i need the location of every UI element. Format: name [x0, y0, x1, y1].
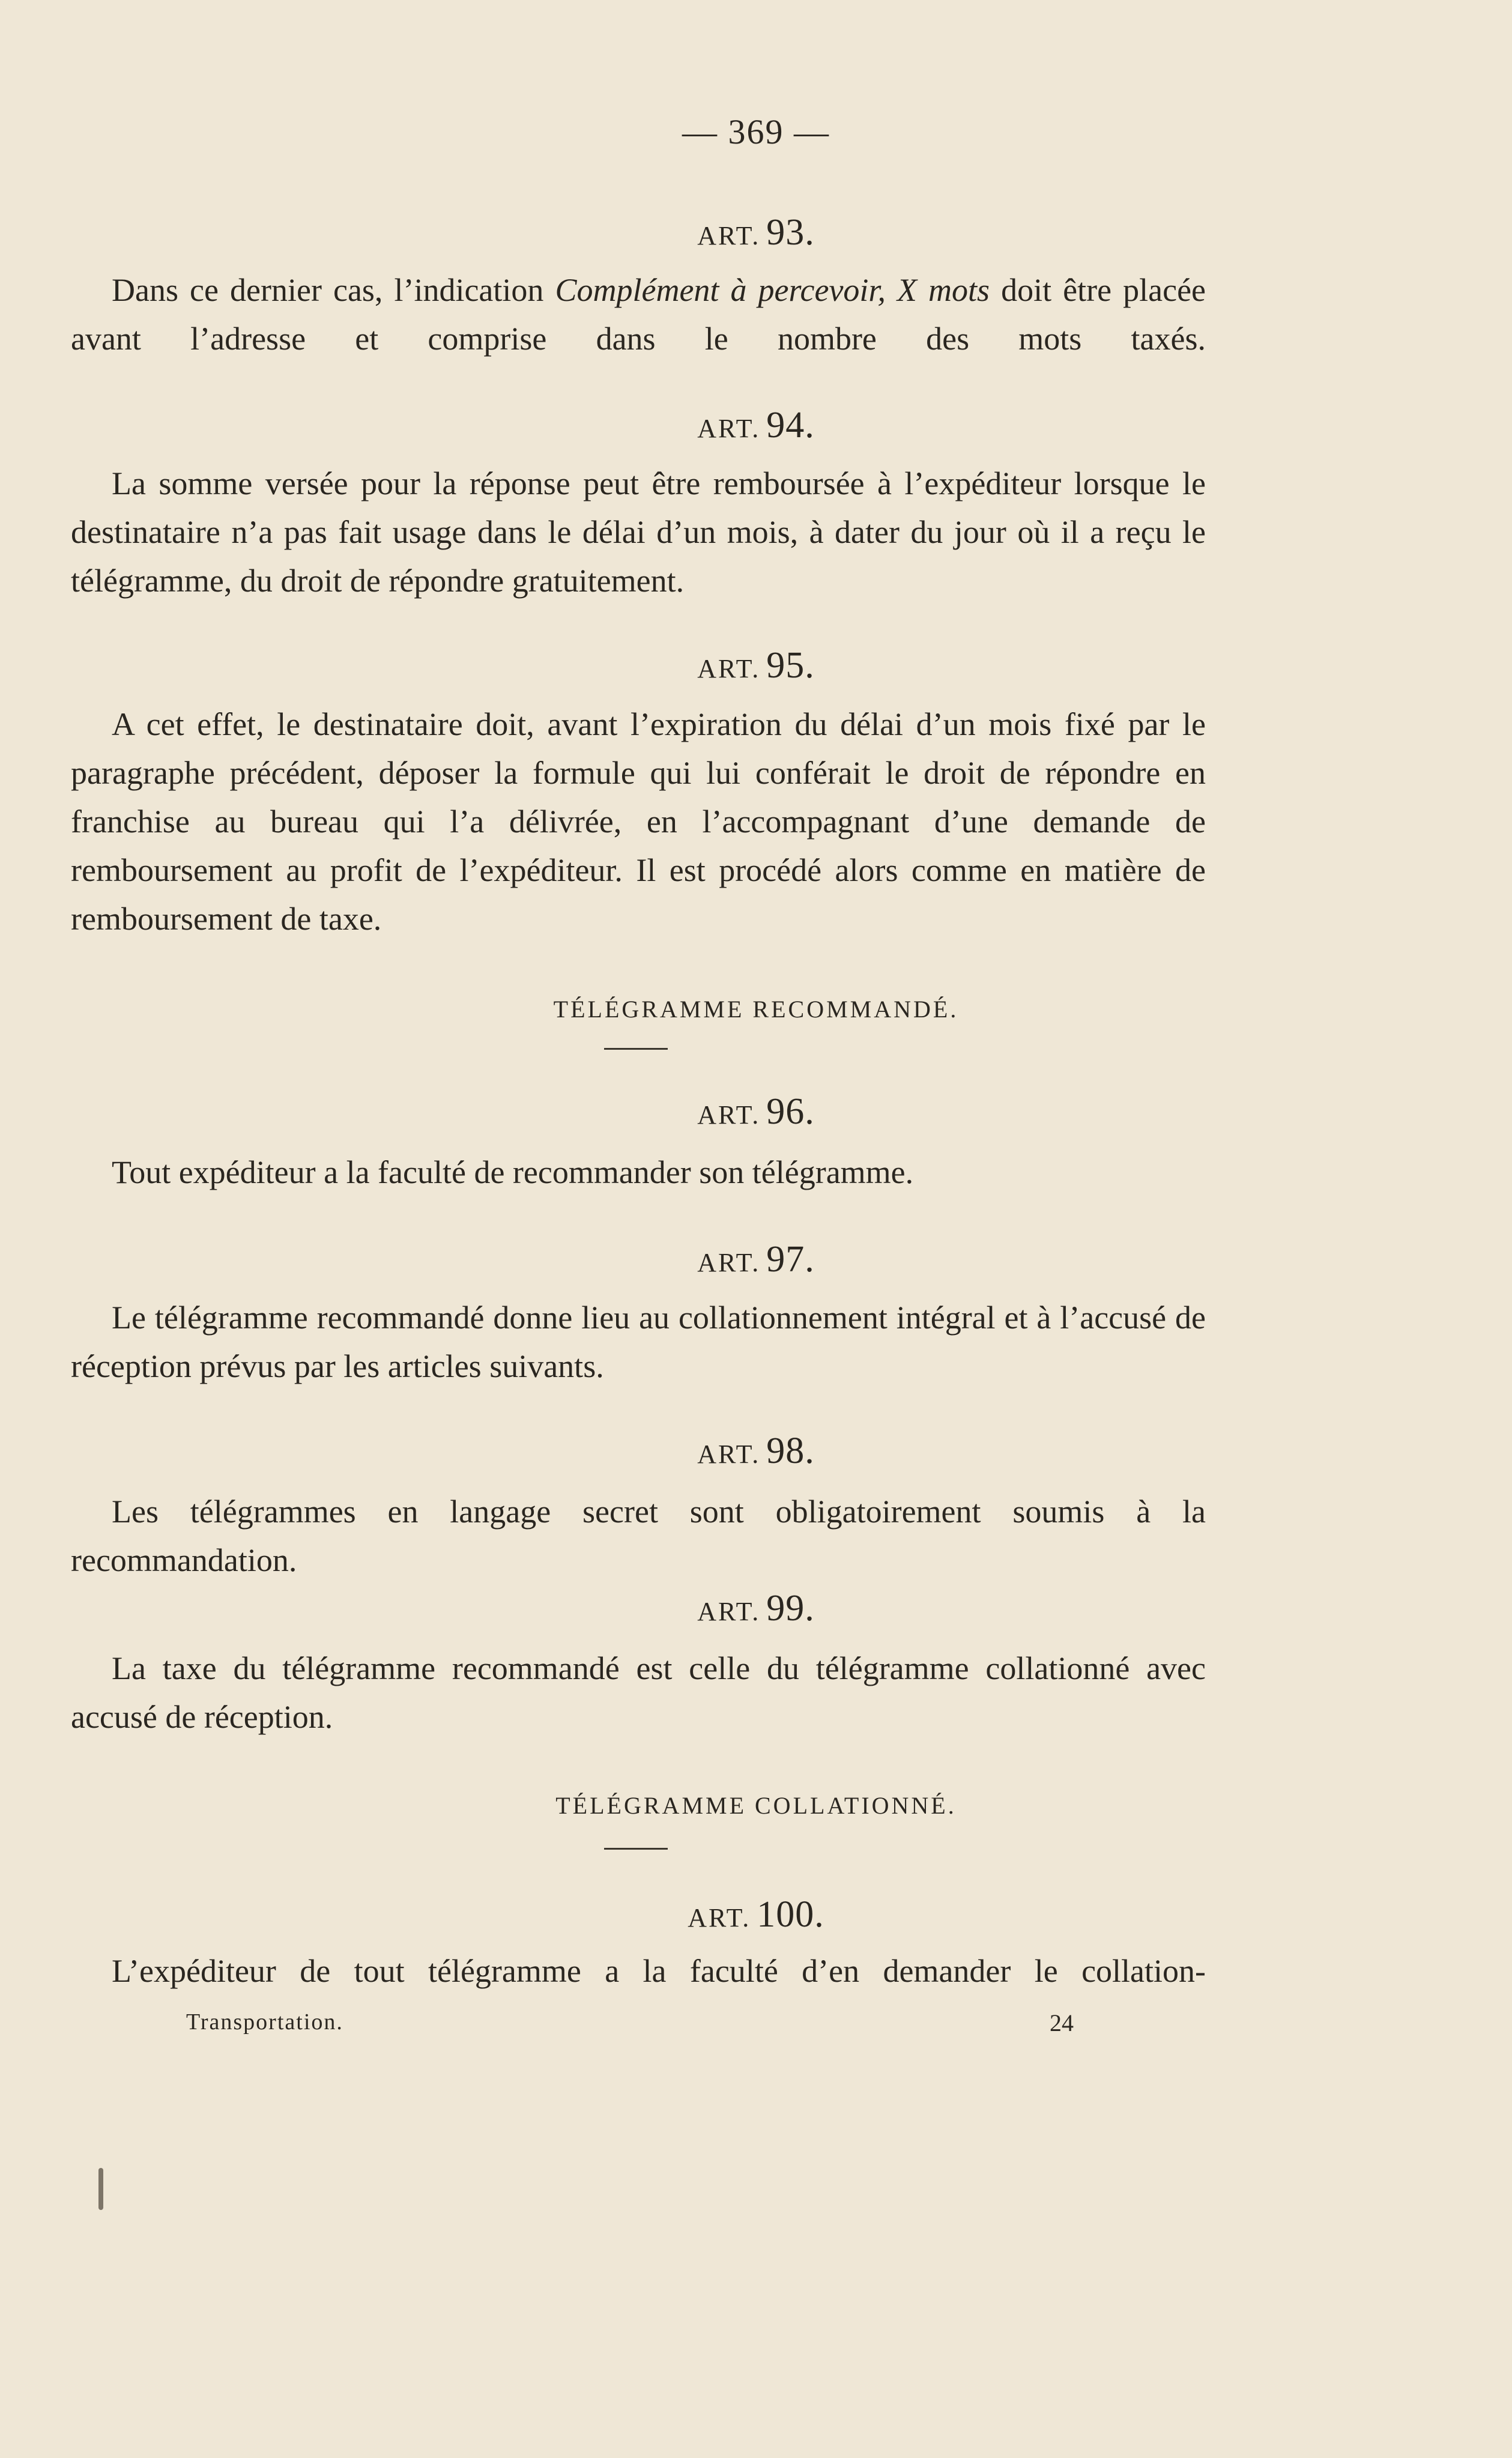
article-label: ART.: [697, 414, 761, 443]
section-rule: [604, 1048, 668, 1050]
article-text-part: doit être placée avant l’adresse et comprise dans le nombre des mots taxés.: [71, 272, 1206, 357]
section-title-collationne: TÉLÉGRAMME COLLATIONNÉ.: [555, 1792, 957, 1819]
article-text-part: Dans ce dernier cas, l’indication: [112, 272, 555, 308]
article-label: ART.: [688, 1903, 751, 1933]
article-heading-97: [0, 1238, 1512, 1281]
article-label: ART.: [697, 1248, 761, 1277]
footer-signature-left: Transportation.: [186, 2009, 343, 2035]
article-text-98: Les télégrammes en langage secret sont obligatoirement soumis à la recommandation.: [71, 1494, 1206, 1578]
article-text-italic: Complément à percevoir, X mots: [555, 272, 990, 308]
article-heading-95: [0, 644, 1512, 687]
article-heading-100: [0, 1893, 1512, 1936]
article-number: 97.: [766, 1239, 815, 1280]
page-number: — 369 —: [682, 112, 830, 151]
article-number: 96.: [766, 1091, 815, 1132]
article-text-97: Le télégramme recommandé donne lieu au collationnement intégral et à l’accusé de réception prévus par les articles suivants.: [71, 1300, 1206, 1384]
article-number: 93.: [766, 212, 815, 253]
article-label: ART.: [697, 1439, 761, 1469]
article-text-96: Tout expéditeur a la faculté de recommander son télégramme.: [112, 1154, 914, 1190]
article-number: 95.: [766, 645, 815, 686]
article-heading-98: [0, 1430, 1512, 1473]
article-number: 98.: [766, 1430, 815, 1471]
article-heading-94: [0, 404, 1512, 447]
article-text-93: [71, 266, 1206, 363]
paper-mark: [98, 2168, 103, 2210]
section-rule: [604, 1848, 668, 1850]
article-heading-96: [0, 1091, 1512, 1133]
article-number: 99.: [766, 1588, 815, 1629]
footer-signature-right: 24: [1050, 2009, 1074, 2036]
article-heading-93: [0, 211, 1512, 254]
article-number: 100.: [757, 1894, 824, 1935]
article-text-95: A cet effet, le destinataire doit, avant l’expiration du délai d’un mois fixé par le paragraphe précédent, déposer la formule qui lui conférait le droit de répondre en franchise au bureau qui l’a délivrée, en l’accompagnant d’une demande de remboursement au profit de l’expéditeur. Il est procédé alors comme en matière de remboursement de taxe.: [71, 706, 1206, 937]
article-label: ART.: [697, 654, 761, 683]
article-label: ART.: [697, 1100, 761, 1130]
section-title-recommande: TÉLÉGRAMME RECOMMANDÉ.: [553, 996, 959, 1023]
article-label: ART.: [697, 221, 761, 250]
article-label: ART.: [697, 1597, 761, 1626]
article-text-94: La somme versée pour la réponse peut être remboursée à l’expéditeur lorsque le destinataire n’a pas fait usage dans le délai d’un mois, à dater du jour où il a reçu le télégramme, du droit de répondre gratuitement.: [71, 465, 1206, 599]
article-text-99: La taxe du télégramme recommandé est celle du télégramme collationné avec accusé de réception.: [71, 1650, 1206, 1735]
article-number: 94.: [766, 405, 815, 446]
article-heading-99: [0, 1587, 1512, 1630]
article-text-100: L’expéditeur de tout télégramme a la faculté d’en demander le collation-: [112, 1953, 1206, 1989]
